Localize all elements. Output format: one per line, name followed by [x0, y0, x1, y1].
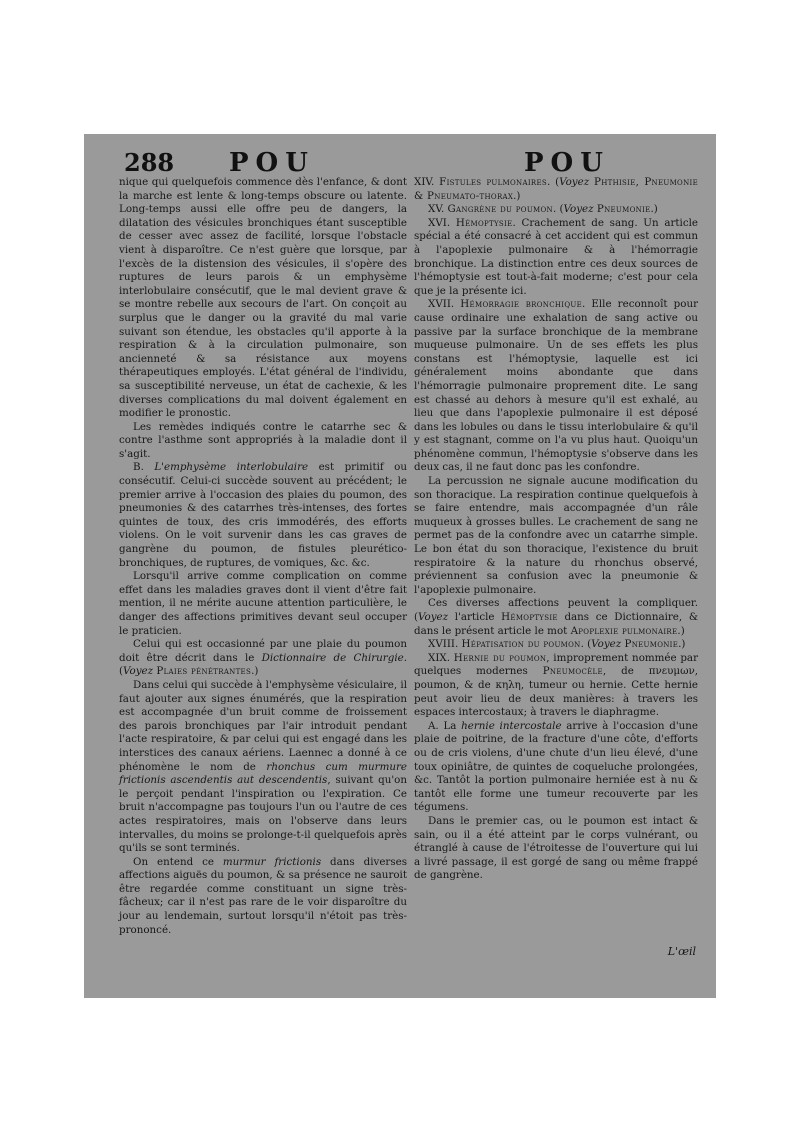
italic-text: rhonchus cum murmure frictionis ascendentis aut descendentis	[119, 760, 407, 787]
italic-text: hernie intercostale	[461, 719, 562, 732]
text-run: Dans celui qui succède à l'emphysème vésiculaire, il faut ajouter aux signes énumérés, que la respiration est accompagnée d'un bruit comme de froissement des parois bronchiques par l'air introduit pendant l'acte respiratoire, & par celui qui est engagé dans les interstices des canaux aériens. Laennec a donné à ce phénomène le nom de	[119, 678, 407, 773]
paragraph	[119, 421, 407, 462]
catchword: L'œil	[667, 945, 696, 958]
text-run: Lorsqu'il arrive comme complication on comme effet dans les maladies graves dont il vient d'être fait mention, il ne mérite aucune attention particulière, le danger des affections primitives devant seul occuper le praticien.	[119, 570, 407, 637]
paragraph	[119, 856, 407, 938]
small-caps-text: Hépatisation du poumon	[461, 638, 581, 651]
text-run: XIX.	[428, 651, 454, 664]
paragraph	[119, 679, 407, 856]
text-run: dans ce Dictionnaire, & dans le présent article le mot	[414, 611, 698, 637]
text-run: dans diverses affections aiguës du poumon, & sa présence ne sauroit être regardée comme constituant un signe très-fâcheux; car il n'est pas rare de le voir disparoître du jour au lendemain, surtout lorsqu'il n'étoit pas très-prononcé.	[119, 855, 407, 936]
italic-text: Voyez	[559, 176, 590, 188]
text-run: . (	[552, 203, 564, 216]
text-run: XVI.	[428, 216, 456, 229]
paragraph	[119, 461, 407, 570]
text-run: .)	[251, 665, 259, 678]
paragraph	[414, 638, 698, 652]
text-run: . Elle reconnoît pour cause ordinaire une exhalation de sang active ou passive par la surface bronchique de la membrane muqueuse pulmonaire. Un de ses effets les plus constans est l'hémoptysie, laquelle est ici généralement moins abondante que dans l'hémorragie pulmonaire proprement dite. Le sang est chassé au dehors à mesure qu'il est exhalé, au lieu que dans l'apoplexie pulmonaire il est déposé dans les lobules ou dans le tissu interlobulaire & qu'il y est stagnant, comme on l'a vu plus haut. Quoiqu'un phénomène commun, l'hémoptysie s'observe dans les deux cas, il ne faut donc pas les confondre.	[414, 298, 698, 474]
text-run: XVIII.	[428, 638, 462, 651]
italic-text: Voyez	[123, 665, 154, 678]
text-run: , improprement nommée par quelques modernes	[414, 651, 698, 678]
small-caps-text: Hernie du poumon	[453, 651, 547, 664]
italic-text: murmur frictionis	[222, 855, 322, 868]
italic-text: Voyez	[591, 638, 622, 651]
paragraph	[414, 298, 698, 475]
text-run: .)	[678, 638, 686, 651]
small-caps-text: Hémoptysie	[501, 611, 558, 623]
text-run: Dans le premier cas, ou le poumon est intact & sain, ou il a été atteint par le corps vulnérant, ou étranglé à cause de l'étroitesse de l'ouverture qui lui a livré passage, il est gorgé de sang ou même frappé de gangrène.	[414, 814, 698, 882]
text-run: arrive à l'occasion d'une plaie de poitrine, de la fracture d'une côte, d'efforts ou de cris violens, d'une chute d'un lieu élevé, d'une toux opiniâtre, de quintes de coqueluche prolongées, &c. Tantôt la portion pulmonaire herniée est à nu & tantôt elle forme une tumeur recouverte par les tégumens.	[414, 719, 699, 814]
text-run: nique qui quelquefois commence dès l'enfance, & dont la marche est lente & long-temps obscure ou latente. Long-temps aussi elle offre peu de dangers, la dilatation des vésicules bronchiques étant susceptible de cesser avec assez de facilité, lorsque l'obstacle vient à disparoître. Ce n'est guère que lorsque, par l'excès de la distension des vésicules, il s'opère des ruptures de leurs parois & un emphysème interlobulaire consécutif, que le mal devient grave & se montre rebelle aux secours de l'art. On conçoit au surplus que le danger ou la gravité du mal varie suivant son étendue, les obstacles qu'il apporte à la respiration & à la circulation pulmonaire, son ancienneté & sa résistance aux moyens thérapeutiques employés. L'état général de l'individu, sa susceptibilité nerveuse, un état de cachexie, & les diverses complications du mal doivent également en modifier le pronostic.	[119, 176, 407, 420]
paragraph	[414, 720, 698, 815]
paragraph	[414, 217, 698, 299]
running-head-left: POU	[229, 148, 315, 178]
text-run: . Crachement de sang. Un article spécial a été consacré à cet accident qui est commun à l'apoplexie pulmonaire & à l'hémorragie bronchique. La distinction entre ces deux sources de l'hémoptysie est tout-à-fait moderne; c'est pour cela que je la présente ici.	[414, 216, 698, 297]
small-caps-text: Hémorragie bronchique	[460, 298, 582, 311]
running-head-right: POU	[524, 148, 610, 178]
small-caps-text: Apoplexie pulmonaire	[570, 624, 678, 637]
paragraph	[414, 203, 698, 217]
small-caps-text: Hémoptysie	[455, 216, 513, 229]
paragraph	[119, 176, 407, 421]
italic-text: L'emphysème interlobulaire	[154, 461, 309, 474]
text-run: On entend ce	[133, 855, 223, 868]
small-caps-text: Phthisie, Pneumonie & Pneumato-thorax	[414, 176, 698, 202]
text-run: est primitif ou consécutif. Celui-ci succède souvent au précédent; le premier arrive à l'occasion des plaies du poumon, des pneumonies & des catarrhes très-intenses, des fortes quintes de toux, des cris immodérés, des efforts violens. On le voit survenir dans les cas graves de gangrène du poumon, de fistules pleurético-bronchiques, de ruptures, de vomiques, &c. &c.	[119, 461, 407, 569]
scanned-page	[84, 134, 716, 998]
text-run: XV.	[428, 203, 448, 216]
text-run: La percussion ne signale aucune modification du son thoracique. La respiration continue quelquefois à se faire entendre, mais accompagnée d'un râle muqueux à grosses bulles. Le crachement de sang ne permet pas de la confondre avec un catarrhe simple. Le bon état du son thoracique, l'existence du bruit respiratoire & la nature du rhonchus observé, préviennent sa confusion avec la pneumonie & l'apoplexie pulmonaire.	[414, 475, 698, 596]
left-column	[119, 176, 407, 937]
small-caps-text: Plaies pénétrantes	[156, 665, 252, 678]
text-run: . (	[119, 651, 407, 678]
page-number: 288	[124, 148, 175, 177]
paragraph	[414, 475, 698, 597]
text-run: .)	[650, 203, 658, 216]
paragraph	[414, 176, 698, 203]
small-caps-text: Pneumocèle	[542, 665, 603, 678]
paragraph	[119, 638, 407, 679]
small-caps-text: Pneumonie	[624, 638, 679, 651]
paragraph	[414, 815, 698, 883]
text-run: . (	[580, 638, 592, 651]
text-run: XVII.	[428, 298, 461, 311]
small-caps-text: Pneumonie	[596, 203, 651, 216]
paragraph	[414, 652, 698, 720]
paragraph	[119, 570, 407, 638]
italic-text: Voyez	[418, 611, 449, 623]
text-run: Celui qui est occasionné par une plaie du poumon doit être décrit dans le	[119, 638, 407, 664]
text-run: , suivant qu'on le perçoit pendant l'inspiration ou l'expiration. Ce bruit n'accompagne pas toujours l'un ou l'autre de ces actes respiratoires, mais on l'observe dans leurs intervalles, du moins se prolonge-t-il quelquefois après qu'ils se sont terminés.	[119, 774, 408, 855]
text-run: .)	[677, 624, 685, 637]
right-column	[414, 176, 698, 883]
text-run: B.	[133, 461, 155, 474]
small-caps-text: Fistules pulmonaires	[439, 176, 547, 188]
text-run: Ces diverses affections peuvent la compliquer. (	[414, 597, 698, 623]
italic-text: Dictionnaire de Chirurgie	[261, 651, 404, 664]
text-run: A. La	[428, 719, 462, 732]
text-run: . (	[546, 176, 560, 188]
small-caps-text: Gangrène du poumon	[447, 203, 553, 216]
text-run: l'article	[448, 611, 502, 623]
italic-text: Voyez	[563, 203, 594, 216]
text-run: , de πνευμων, poumon, & de κηλη, tumeur ou hernie. Cette hernie peut avoir lieu de deux manières: à travers les espaces intercostaux; à travers le diaphragme.	[414, 665, 699, 719]
paragraph	[414, 597, 698, 638]
text-run: Les remèdes indiqués contre le catarrhe sec & contre l'asthme sont appropriés à la maladie dont il s'agit.	[119, 420, 407, 460]
text-run: .)	[513, 189, 521, 202]
text-run: XIV.	[414, 176, 440, 188]
